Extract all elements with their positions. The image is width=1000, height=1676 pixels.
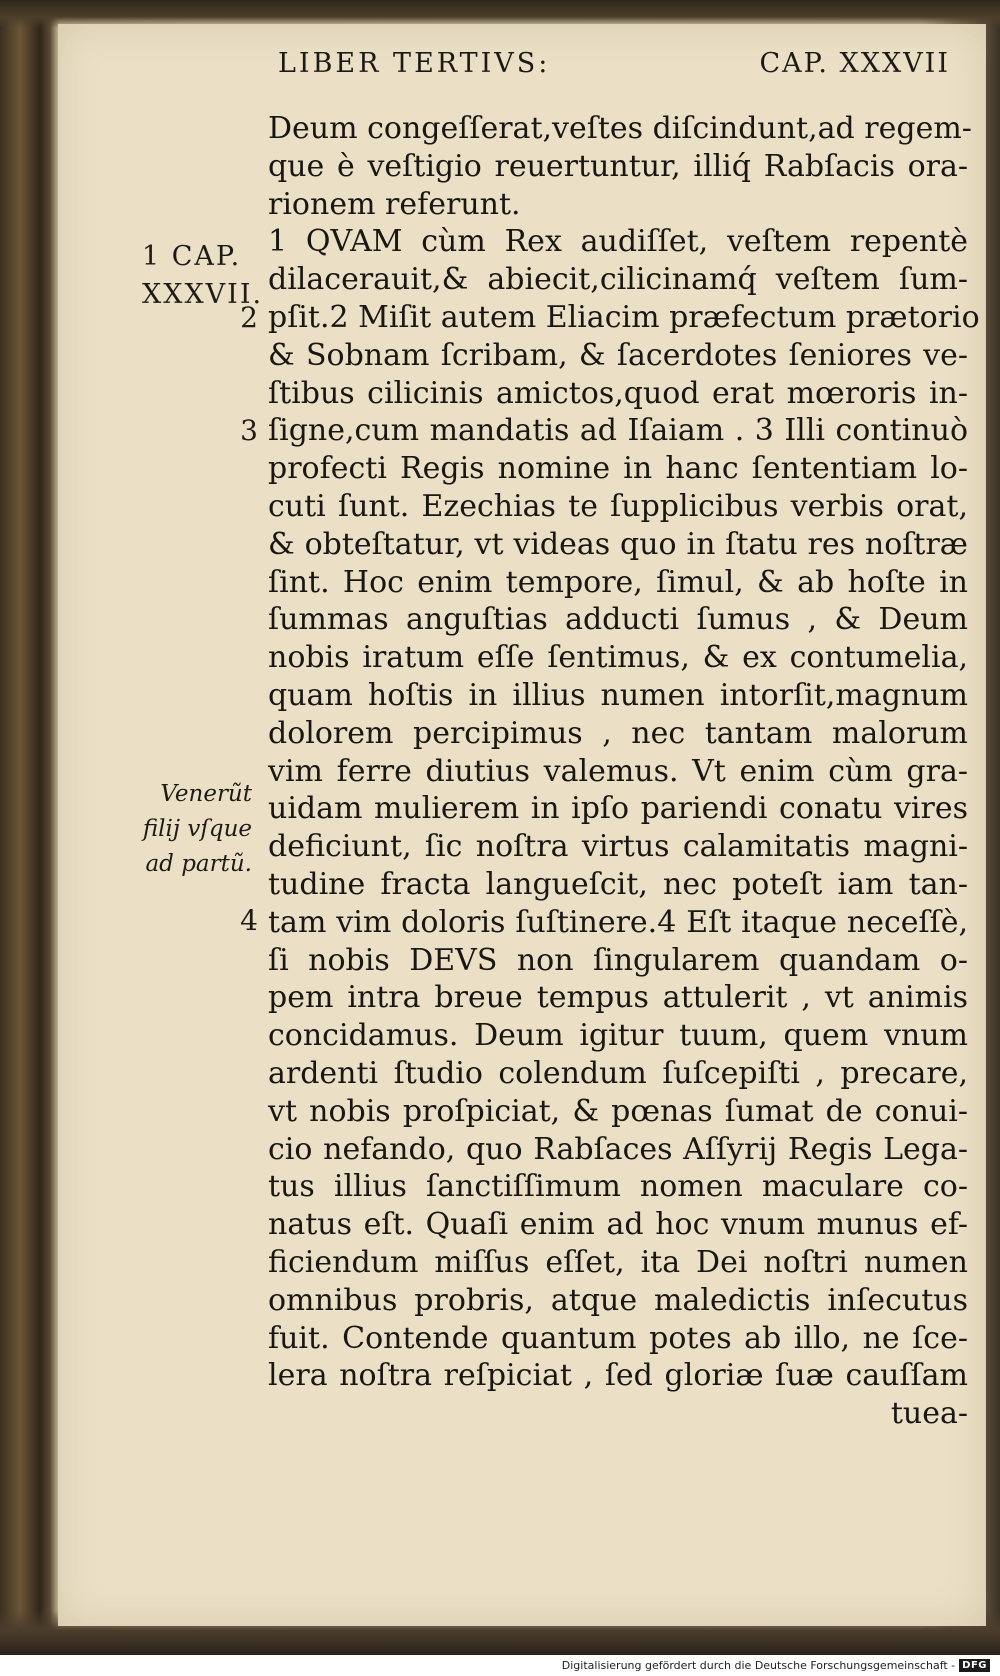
chapter-marker-line-1: 1 CAP.	[142, 241, 242, 272]
text-line: quam hoſtis in illius numen intorſit,magnum	[268, 677, 968, 713]
running-head	[278, 48, 950, 79]
text-line: lera noſtra reſpiciat , ſed gloriæ ſuæ cauſſam	[268, 1358, 968, 1394]
text-line: vt nobis proſpiciat, & pœnas ſumat de conui-	[268, 1093, 968, 1129]
text-line: 1 QVAM cùm Rex audiſſet, veſtem repentè	[268, 224, 968, 260]
marginal-gloss-line-2: filij vſque	[142, 816, 252, 842]
text-line: & Sobnam ſcribam, & ſacerdotes ſeniores ve-	[268, 337, 968, 373]
marginal-gloss-line-3: ad partũ.	[145, 851, 252, 877]
text-line: dilacerauit,& abiecit,cilicinamq́ veſtem ſum-	[268, 262, 968, 298]
text-line: pem intra breue tempus attulerit , vt animis	[268, 980, 968, 1016]
text-line: tus illius ſanctiſſimum nomen maculare co-	[268, 1169, 968, 1205]
text-line: vim ferre diutius valemus. Vt enim cùm gra-	[268, 753, 968, 789]
text-line: que è veſtigio reuertuntur, illiq́ Rabſacis ora-	[268, 148, 968, 184]
text-line: nobis iratum eſſe ſentimus, & ex contumelia,	[268, 640, 968, 676]
text-line: ſummas anguſtias adducti ſumus , & Deum	[268, 602, 968, 638]
text-line: ſtibus cilicinis amictos,quod erat mœroris in-	[268, 375, 968, 411]
marginal-gloss	[140, 777, 252, 882]
body-text	[268, 110, 980, 1433]
text-line: concidamus. Deum igitur tuum, quem vnum	[268, 1018, 968, 1054]
text-line: ſint. Hoc enim tempore, ſimul, & ab hoſte in	[268, 564, 968, 600]
text-line: fuit. Contende quantum potes ab illo, ne ſce-	[268, 1320, 968, 1356]
text-line: omnibus probris, atque maledictis inſecutus	[268, 1282, 968, 1318]
verse-number-3: 3	[240, 414, 258, 447]
text-line: deficiunt, ſic noſtra virtus calamitatis magni-	[268, 829, 968, 865]
text-line: ſigne,cum mandatis ad Iſaiam . 3 Illi continuò	[268, 413, 968, 449]
text-line: Deum congeſſerat,veſtes diſcindunt,ad regem-	[268, 111, 972, 146]
dfg-logo-icon: DFG	[959, 1659, 990, 1672]
footer-credit-text: Digitalisierung gefördert durch die Deutsche Forschungsgemeinschaft -	[561, 1659, 956, 1672]
text-line: rionem referunt.	[268, 186, 521, 222]
catchword: tuea-	[890, 1396, 968, 1432]
running-head-chapter: CAP. XXXVII	[759, 48, 950, 79]
text-line: ficiendum miſſus eſſet, ita Dei noſtri numen	[268, 1244, 968, 1280]
text-line: pſit.2 Miſit autem Eliacim præfectum prætorio	[268, 299, 980, 335]
text-line: profecti Regis nomine in hanc ſententiam lo-	[268, 451, 968, 487]
verse-number-2: 2	[240, 301, 258, 334]
chapter-marker-line-2: XXXVII.	[142, 278, 264, 310]
text-line: cuti ſunt. Ezechias te ſupplicibus verbis orat,	[268, 488, 968, 524]
text-line: & obteſtatur, vt videas quo in ſtatu res noſtræ	[268, 526, 968, 562]
running-head-book: LIBER TERTIVS:	[278, 48, 551, 79]
marginal-gloss-line-1: Venerũt	[160, 781, 252, 807]
text-line: cio nefando, quo Rabſaces Aſſyrij Regis Lega-	[268, 1131, 968, 1167]
footer-credit	[562, 1659, 990, 1672]
text-line: tudine fracta langueſcit, nec poteſt iam tan-	[268, 866, 968, 902]
text-line: ſi nobis DEVS non ſingularem quandam o-	[268, 942, 968, 978]
text-line: uidam mulierem in ipſo pariendi conatu vires	[268, 791, 968, 827]
verse-number-4: 4	[240, 904, 258, 937]
text-line: natus eſt. Quaſi enim ad hoc vnum munus ef-	[268, 1207, 968, 1243]
text-line: ardenti ſtudio colendum ſuſcepiſti , precare,	[268, 1055, 968, 1091]
text-line: dolorem percipimus , nec tantam malorum	[268, 715, 968, 751]
text-line: tam vim doloris ſuſtinere.4 Eſt itaque neceſſè,	[268, 904, 968, 940]
